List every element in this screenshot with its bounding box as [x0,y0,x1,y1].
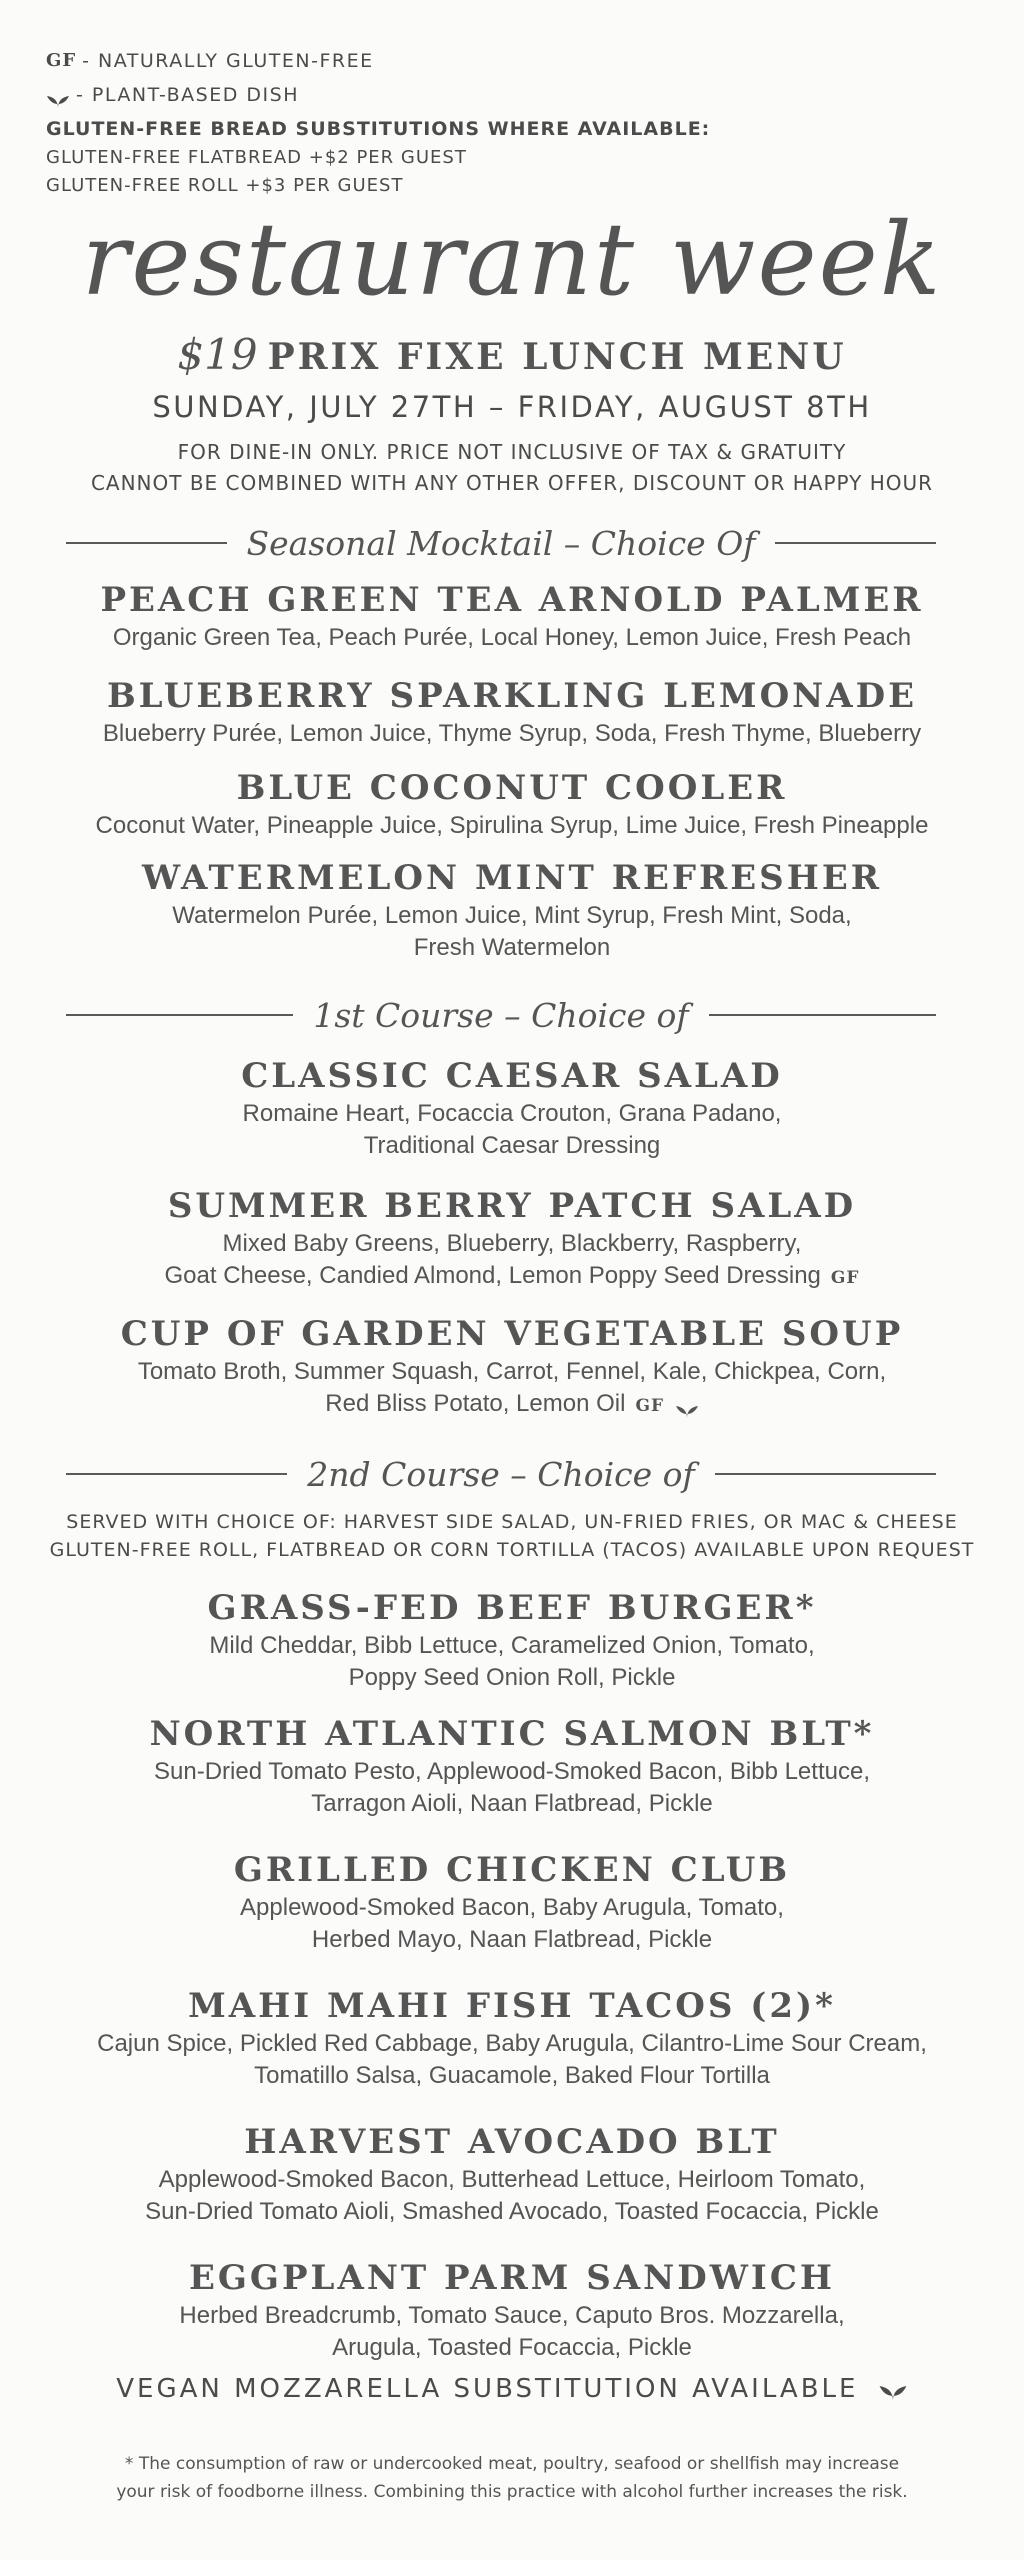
menu-item [0,674,1024,750]
menu-item-name: HARVEST AVOCADO BLT [244,2122,780,2162]
menu-item-description: Red Bliss Potato, Lemon Oil [325,1390,626,1417]
plant-legend-row [46,78,946,112]
menu-item-description: Blueberry Purée, Lemon Juice, Thyme Syrup, Soda, Fresh Thyme, Blueberry [102,720,922,747]
menu-item-description: Sun-Dried Tomato Aioli, Smashed Avocado, Toasted Focaccia, Pickle [145,2198,879,2225]
menu-item-description: Arugula, Toasted Focaccia, Pickle [332,2334,692,2361]
bread-substitution-roll: GLUTEN-FREE ROLL +$3 PER GUEST [46,175,404,196]
gluten-free-bread-line: GLUTEN-FREE ROLL, FLATBREAD OR CORN TORTILLA (TACOS) AVAILABLE UPON REQUEST [49,1539,975,1561]
menu-item-description-line [0,1260,1024,1294]
gf-legend-row [46,44,946,78]
bread-substitutions-heading: GLUTEN-FREE BREAD SUBSTITUTIONS WHERE AVAILABLE: [46,118,711,140]
divider-rule [709,1014,936,1016]
restaurant-week-title: restaurant week [81,201,943,318]
menu-item-description: Sun-Dried Tomato Pesto, Applewood-Smoked Bacon, Bibb Lettuce, [154,1758,870,1785]
menu-item [0,1312,1024,1422]
menu-item-description: Traditional Caesar Dressing [363,1132,661,1159]
menu-item-description: Organic Green Tea, Peach Purée, Local Honey, Lemon Juice, Fresh Peach [112,624,912,651]
menu-item-name: GRASS-FED BEEF BURGER* [207,1588,817,1628]
menu-item-name: CUP OF GARDEN VEGETABLE SOUP [120,1314,904,1354]
leaf-sprout-icon [675,1396,699,1414]
menu-subtitle [0,330,1024,389]
sides-line: SERVED WITH CHOICE OF: HARVEST SIDE SALAD, UN-FRIED FRIES, OR MAC & CHEESE [66,1511,958,1533]
bread-substitution-flatbread: GLUTEN-FREE FLATBREAD +$2 PER GUEST [46,147,467,168]
menu-item-description: Herbed Breadcrumb, Tomato Sauce, Caputo Bros. Mozzarella, [179,2302,845,2329]
menu-price: $19 [177,330,258,379]
menu-item [0,578,1024,654]
divider-rule [66,1473,287,1475]
menu-item-name: PEACH GREEN TEA ARNOLD PALMER [100,580,924,620]
menu-item-description: Goat Cheese, Candied Almond, Lemon Poppy Seed Dressing [164,1262,821,1289]
footnote-line: * The consumption of raw or undercooked meat, poultry, seafood or shellfish may increase [124,2454,900,2474]
menu-item-description: Mixed Baby Greens, Blueberry, Blackberry, Raspberry, [222,1230,802,1257]
menu-item [0,2120,1024,2228]
menu-item-description: Romaine Heart, Focaccia Crouton, Grana Padano, [242,1100,782,1127]
menu-item-description: Poppy Seed Onion Roll, Pickle [348,1664,676,1691]
menu-item [0,1054,1024,1162]
menu-item-name: MAHI MAHI FISH TACOS (2)* [188,1986,836,2026]
leaf-sprout-icon [46,86,70,104]
gf-tag: GF [830,1268,860,1288]
menu-item-name: WATERMELON MINT REFRESHER [141,858,883,898]
gf-tag: GF [635,1396,665,1416]
menu-item-description-line [0,1388,1024,1422]
first-course-divider [66,990,936,1040]
menu-item-description: Fresh Watermelon [413,934,611,961]
menu-item-name: GRILLED CHICKEN CLUB [233,1850,791,1890]
second-course-sides-note [0,1508,1024,1564]
menu-item-description: Applewood-Smoked Bacon, Butterhead Lettuce, Heirloom Tomato, [158,2166,866,2193]
divider-rule [66,1014,293,1016]
terms-line-dine-in: FOR DINE-IN ONLY. PRICE NOT INCLUSIVE OF TAX & GRATUITY [177,440,847,464]
menu-item-description: Tomato Broth, Summer Squash, Carrot, Fennel, Kale, Chickpea, Corn, [137,1358,887,1385]
second-course-heading: 2nd Course – Choice of [307,1454,695,1494]
dietary-legend [46,44,946,200]
event-dates: SUNDAY, JULY 27TH – FRIDAY, AUGUST 8TH [152,390,872,424]
menu-item-name: BLUEBERRY SPARKLING LEMONADE [106,676,918,716]
menu-item-description: Mild Cheddar, Bibb Lettuce, Caramelized Onion, Tomato, [209,1632,815,1659]
menu-item [0,1712,1024,1820]
mocktail-section-divider [66,518,936,568]
menu-item-description: Cajun Spice, Pickled Red Cabbage, Baby Arugula, Cilantro-Lime Sour Cream, [97,2030,927,2057]
vegan-note-text: VEGAN MOZZARELLA SUBSTITUTION AVAILABLE [116,2374,859,2404]
divider-rule [775,542,936,544]
footnote-line: your risk of foodborne illness. Combining this practice with alcohol further increases the risk. [116,2482,908,2502]
menu-item [0,856,1024,964]
menu-item [0,766,1024,842]
first-course-heading: 1st Course – Choice of [313,995,689,1035]
menu-item-description: Herbed Mayo, Naan Flatbread, Pickle [311,1926,713,1953]
menu-item [0,1586,1024,1694]
leaf-sprout-icon [878,2379,908,2401]
mocktail-section-heading: Seasonal Mocktail – Choice Of [246,523,756,563]
menu-item-name: CLASSIC CAESAR SALAD [241,1056,783,1096]
menu-title: PRIX FIXE LUNCH MENU [267,336,847,378]
terms-line-combine: CANNOT BE COMBINED WITH ANY OTHER OFFER, DISCOUNT OR HAPPY HOUR [90,471,934,495]
menu-item-name: SUMMER BERRY PATCH SALAD [167,1186,857,1226]
menu-item-description: Tarragon Aioli, Naan Flatbread, Pickle [311,1790,713,1817]
menu-item-name: EGGPLANT PARM SANDWICH [188,2258,836,2298]
menu-item-description: Coconut Water, Pineapple Juice, Spirulina Syrup, Lime Juice, Fresh Pineapple [95,812,929,839]
vegan-substitution-note [0,2374,1024,2404]
food-safety-footnote [0,2450,1024,2506]
menu-item [0,1984,1024,2092]
menu-item-description: Applewood-Smoked Bacon, Baby Arugula, Tomato, [240,1894,784,1921]
menu-item [0,2256,1024,2364]
dining-terms [0,437,1024,499]
menu-item-name: NORTH ATLANTIC SALMON BLT* [149,1714,875,1754]
menu-item-description: Watermelon Purée, Lemon Juice, Mint Syrup, Fresh Mint, Soda, [172,902,852,929]
plant-legend-text: - PLANT-BASED DISH [76,84,299,106]
menu-item [0,1848,1024,1956]
menu-item [0,1184,1024,1294]
menu-item-name: BLUE COCONUT COOLER [236,768,788,808]
divider-rule [715,1473,936,1475]
gf-mark: GF [46,50,77,71]
gf-legend-text: - NATURALLY GLUTEN-FREE [82,50,374,72]
menu-item-description: Tomatillo Salsa, Guacamole, Baked Flour Tortilla [254,2062,770,2089]
second-course-divider [66,1449,936,1499]
divider-rule [66,542,227,544]
